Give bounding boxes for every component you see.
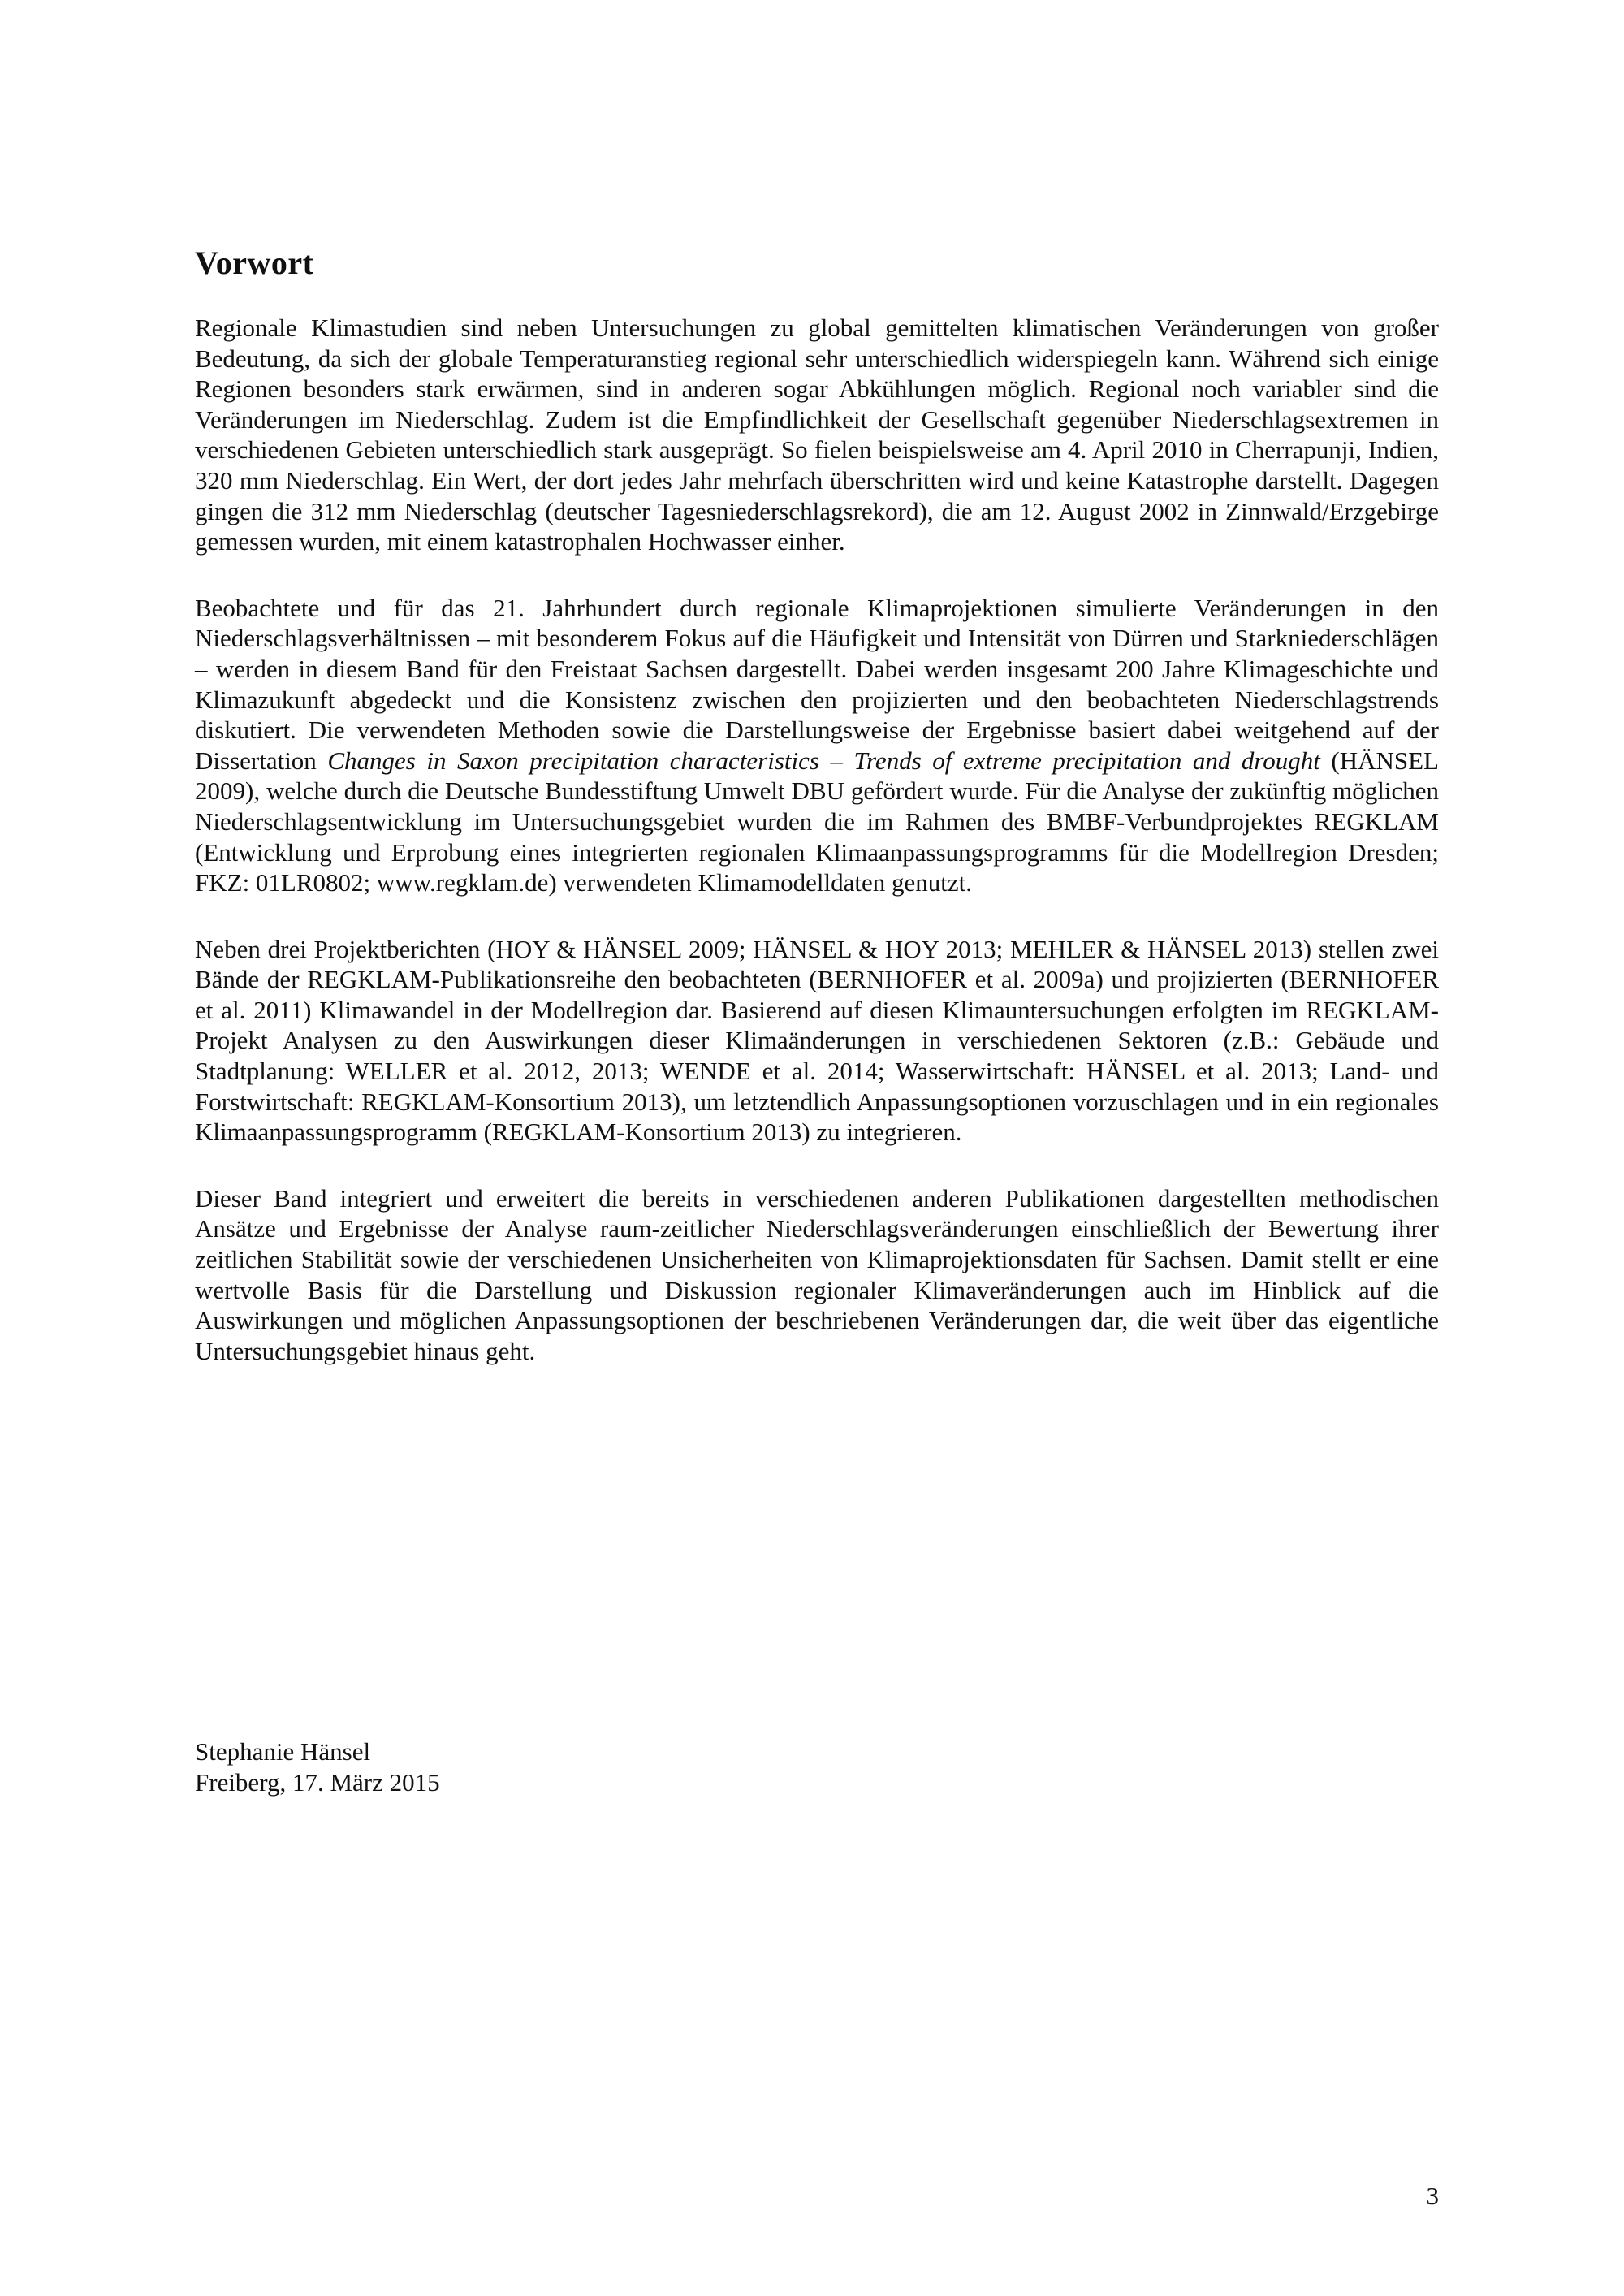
paragraph-1 [195, 313, 1439, 557]
body-text [195, 313, 1439, 1402]
paragraph-4-text: Dieser Band integriert und erweitert die bereits in verschiedenen anderen Publikationen dargestellten methodischen Ansätze und Ergebnisse der Analyse raum-zeitlicher Niederschlagsveränderungen einschließlich der Bewertung ihrer zeitlichen Stabilität sowie der verschiedenen Unsicherheiten von Klimaprojektionsdaten für Sachsen. Damit stellt er eine wertvolle Basis für die Darstellung und Diskussion regionaler Klimaveränderungen auch im Hinblick auf die Auswirkungen und möglichen Anpassungsoptionen der beschriebenen Veränderungen dar, die weit über das eigentliche Untersuchungsgebiet hinaus geht. [195, 1183, 1439, 1365]
page-title: Vorwort [195, 244, 314, 281]
paragraph-2-text-b: (HÄNSEL 2009), welche durch die Deutsche Bundesstiftung Umwelt DBU gefördert wurde. Für die Analyse der zukünftig möglichen Niederschlagsentwicklung im Untersuchungsgebiet wurden die im Rahmen des BMBF-Verbundprojektes REGKLAM (Entwicklung und Erprobung eines integrierten regionalen Klimaanpassungsprogramms für die Modellregion Dresden; FKZ: 01LR0802; www.regklam.de) verwendeten Klimamodelldaten genutzt. [195, 746, 1439, 897]
signature-place-date: Freiberg, 17. März 2015 [195, 1768, 440, 1797]
paragraph-2-text-a: Beobachtete und für das 21. Jahrhundert durch regionale Klimaprojektionen simulierte Veränderungen in den Niederschlagsverhältnissen – mit besonderem Fokus auf die Häufigkeit und Intensität von Dürren und Starkniederschlägen – werden in diesem Band für den Freistaat Sachsen dargestellt. Dabei werden insgesamt 200 Jahre Klimageschichte und Klimazukunft abgedeckt und die Konsistenz zwischen den projizierten und den beobachteten Niederschlagstrends diskutiert. Die verwendeten Methoden sowie die Darstellungsweise der Ergebnisse basiert dabei weitgehend auf der Dissertation [195, 593, 1439, 775]
paragraph-3-text: Neben drei Projektberichten (HOY & HÄNSEL 2009; HÄNSEL & HOY 2013; MEHLER & HÄNSEL 2013) stellen zwei Bände der REGKLAM-Publikationsreihe den beobachteten (BERNHOFER et al. 2009a) und projizierten (BERNHOFER et al. 2011) Klimawandel in der Modellregion dar. Basierend auf diesen Klimauntersuchungen erfolgten im REGKLAM-Projekt Analysen zu den Auswirkungen dieser Klimaänderungen in verschiedenen Sektoren (z.B.: Gebäude und Stadtplanung: WELLER et al. 2012, 2013; WENDE et al. 2014; Wasserwirtschaft: HÄNSEL et al. 2013; Land- und Forstwirtschaft: REGKLAM-Konsortium 2013), um letztendlich Anpassungsoptionen vorzuschlagen und in ein regionales Klimaanpassungsprogramm (REGKLAM-Konsortium 2013) zu integrieren. [195, 934, 1439, 1147]
paragraph-3 [195, 934, 1439, 1148]
paragraph-4 [195, 1183, 1439, 1367]
paragraph-1-text: Regionale Klimastudien sind neben Untersuchungen zu global gemittelten klimatischen Veränderungen von großer Bedeutung, da sich der globale Temperaturanstieg regional sehr unterschiedlich widerspiegeln kann. Während sich einige Regionen besonders stark erwärmen, sind in anderen sogar Abkühlungen möglich. Regional noch variabler sind die Veränderungen im Niederschlag. Zudem ist die Empfindlichkeit der Gesellschaft gegenüber Niederschlagsextremen in verschiedenen Gebieten unterschiedlich stark ausgeprägt. So fielen beispielsweise am 4. April 2010 in Cherrapunji, Indien, 320 mm Niederschlag. Ein Wert, der dort jedes Jahr mehrfach überschritten wird und keine Katastrophe darstellt. Dagegen gingen die 312 mm Niederschlag (deutscher Tagesniederschlagsrekord), die am 12. August 2002 in Zinnwald/Erzgebirge gemessen wurden, mit einem katastrophalen Hochwasser einher. [195, 313, 1439, 556]
page-number: 3 [1426, 2181, 1439, 2210]
signature-block [195, 1736, 440, 1798]
signature-author: Stephanie Hänsel [195, 1737, 371, 1766]
dissertation-title: Changes in Saxon precipitation characteristics – Trends of extreme precipitation and drought [327, 746, 1320, 775]
paragraph-2 [195, 593, 1439, 898]
